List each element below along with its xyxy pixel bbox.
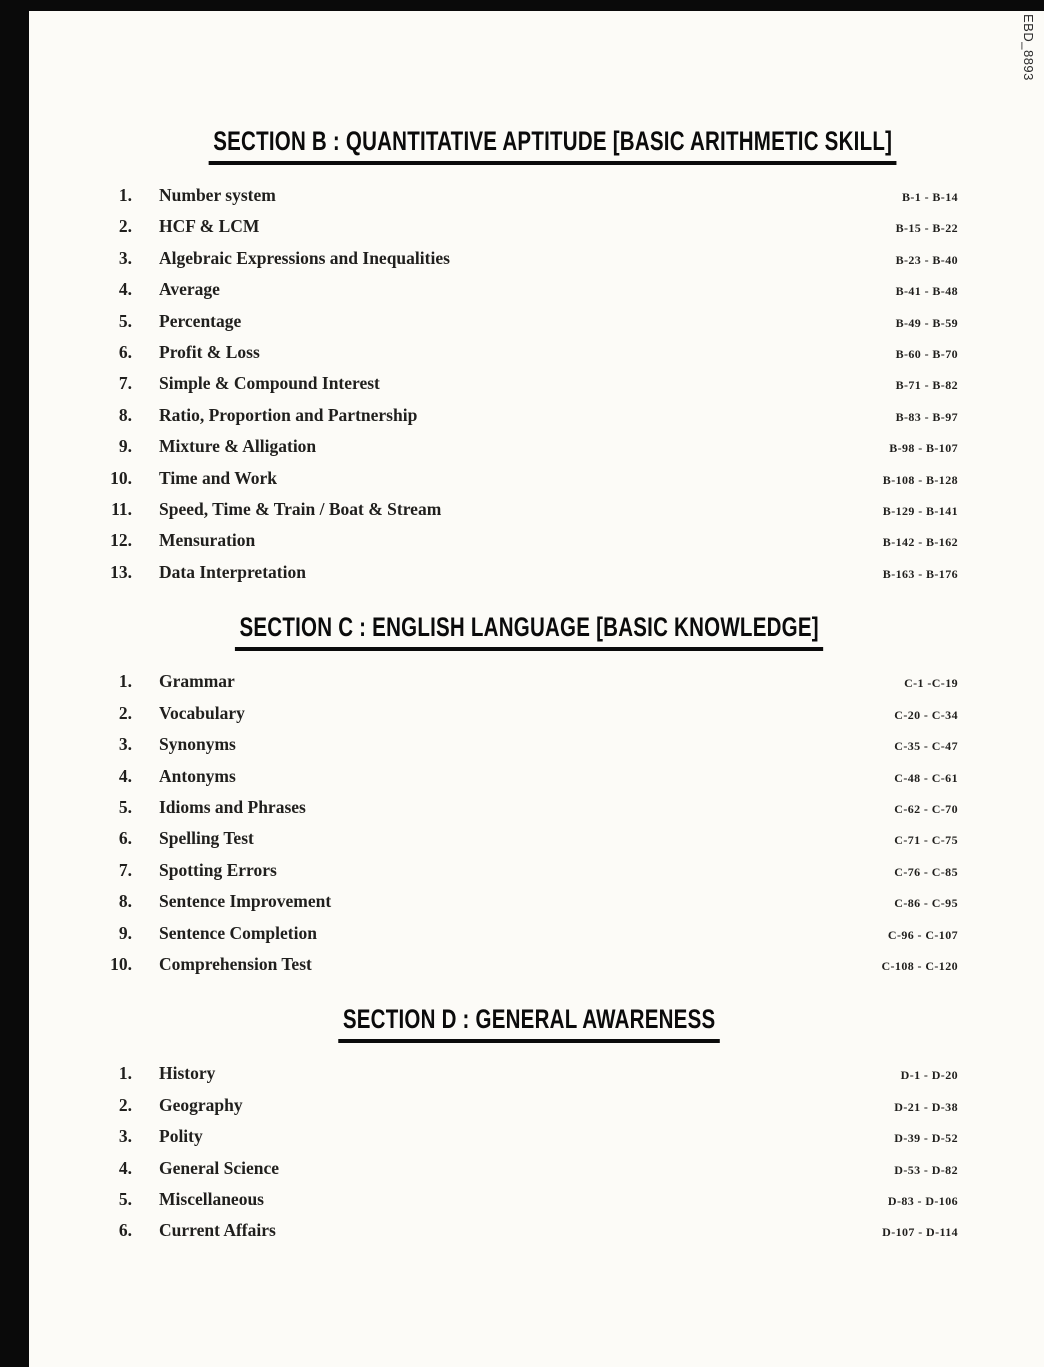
item-title: Mensuration xyxy=(159,530,256,551)
item-title: Ratio, Proportion and Partnership xyxy=(159,404,418,425)
item-pages: C-76 - C-85 xyxy=(894,860,958,880)
item-title: Time and Work xyxy=(159,467,277,488)
item-title: Grammar xyxy=(159,671,235,692)
item-title: Data Interpretation xyxy=(159,561,306,582)
item-number: 4. xyxy=(118,1157,132,1178)
item-number: 4. xyxy=(118,279,132,300)
item-title: Profit & Loss xyxy=(159,342,260,363)
item-number: 6. xyxy=(118,1220,132,1241)
item-title: HCF & LCM xyxy=(159,216,260,237)
item-number: 1. xyxy=(118,185,132,205)
item-title: History xyxy=(159,1063,216,1084)
toc-content xyxy=(100,0,958,1247)
section-list xyxy=(100,180,958,588)
item-title: Sentence Completion xyxy=(159,922,317,943)
item-title: Mixture & Alligation xyxy=(159,436,317,457)
item-number: 3. xyxy=(118,247,132,268)
scan-edge-left xyxy=(0,0,29,1367)
toc-row xyxy=(100,1184,958,1215)
item-pages: B-49 - B-59 xyxy=(895,311,958,331)
toc-row xyxy=(100,1153,958,1184)
toc-row xyxy=(100,823,958,854)
toc-section xyxy=(100,126,958,588)
item-pages: C-108 - C-120 xyxy=(881,954,958,974)
item-title: Average xyxy=(159,279,220,300)
item-title: Comprehension Test xyxy=(159,953,312,974)
item-pages: C-48 - C-61 xyxy=(894,766,958,786)
item-number: 2. xyxy=(118,702,132,723)
item-pages: B-83 - B-97 xyxy=(895,405,958,425)
item-pages: C-1 -C-19 xyxy=(904,672,958,692)
toc-row xyxy=(100,368,958,399)
item-number: 6. xyxy=(118,342,132,363)
item-title: Spelling Test xyxy=(159,828,254,849)
toc-section xyxy=(100,612,958,980)
item-title: Polity xyxy=(159,1126,203,1147)
toc-row xyxy=(100,243,958,274)
item-pages: D-83 - D-106 xyxy=(887,1189,958,1209)
item-pages: B-142 - B-162 xyxy=(882,531,958,551)
section-list xyxy=(100,666,958,980)
item-number: 11. xyxy=(111,499,132,520)
item-number: 4. xyxy=(118,765,132,786)
toc-row xyxy=(100,855,958,886)
item-number: 12. xyxy=(110,530,132,551)
item-pages: B-98 - B-107 xyxy=(889,437,958,457)
section-heading xyxy=(100,126,958,165)
item-number: 2. xyxy=(118,216,132,237)
item-pages: D-39 - D-52 xyxy=(894,1127,958,1147)
toc-row xyxy=(100,698,958,729)
item-number: 2. xyxy=(118,1094,132,1115)
item-title: Miscellaneous xyxy=(159,1188,264,1209)
toc-row xyxy=(100,918,958,949)
toc-row xyxy=(100,792,958,823)
toc-row xyxy=(100,431,958,462)
section-list xyxy=(100,1058,958,1246)
toc-row xyxy=(100,666,958,697)
item-pages: B-129 - B-141 xyxy=(882,500,958,520)
toc-row xyxy=(100,1215,958,1246)
item-pages: D-53 - D-82 xyxy=(894,1158,958,1178)
edge-code-label: EBD_8893 xyxy=(1021,14,1036,81)
toc-row xyxy=(100,180,958,211)
item-pages: D-1 - D-20 xyxy=(900,1064,958,1084)
toc-row xyxy=(100,557,958,588)
item-number: 1. xyxy=(118,671,132,692)
toc-row xyxy=(100,761,958,792)
item-number: 8. xyxy=(118,404,132,425)
toc-row xyxy=(100,337,958,368)
item-number: 5. xyxy=(118,796,132,817)
toc-row xyxy=(100,729,958,760)
toc-row xyxy=(100,1058,958,1089)
item-pages: B-163 - B-176 xyxy=(882,562,958,582)
item-pages: B-71 - B-82 xyxy=(895,374,958,394)
item-number: 10. xyxy=(110,953,132,974)
item-pages: C-86 - C-95 xyxy=(894,892,958,912)
toc-row xyxy=(100,400,958,431)
item-number: 6. xyxy=(118,828,132,849)
item-pages: B-15 - B-22 xyxy=(895,217,958,237)
item-pages: B-23 - B-40 xyxy=(895,248,958,268)
item-title: Algebraic Expressions and Inequalities xyxy=(159,247,450,268)
toc-row xyxy=(100,494,958,525)
toc-row xyxy=(100,274,958,305)
item-number: 3. xyxy=(118,734,132,755)
item-number: 3. xyxy=(118,1126,132,1147)
item-pages: C-96 - C-107 xyxy=(887,923,958,943)
section-heading xyxy=(100,612,958,651)
item-title: Synonyms xyxy=(159,734,236,755)
item-number: 9. xyxy=(118,922,132,943)
item-number: 1. xyxy=(118,1063,132,1084)
item-pages: C-71 - C-75 xyxy=(894,829,958,849)
toc-row xyxy=(100,306,958,337)
toc-row xyxy=(100,1121,958,1152)
item-pages: C-35 - C-47 xyxy=(894,735,958,755)
item-title: Antonyms xyxy=(159,765,236,786)
item-pages: B-1 - B-14 xyxy=(902,186,958,205)
section-title: SECTION D : GENERAL AWARENESS xyxy=(338,1004,720,1043)
item-number: 10. xyxy=(110,467,132,488)
toc-row xyxy=(100,463,958,494)
item-number: 9. xyxy=(118,436,132,457)
section-title: SECTION B : QUANTITATIVE APTITUDE [BASIC ARITHMETIC SKILL] xyxy=(209,126,897,165)
toc-row xyxy=(100,886,958,917)
item-title: Geography xyxy=(159,1094,243,1115)
section-heading xyxy=(100,1004,958,1043)
item-title: Vocabulary xyxy=(159,702,245,723)
toc-section xyxy=(100,1004,958,1246)
item-pages: C-20 - C-34 xyxy=(894,703,958,723)
item-title: General Science xyxy=(159,1157,280,1178)
item-pages: B-108 - B-128 xyxy=(882,468,958,488)
item-title: Simple & Compound Interest xyxy=(159,373,380,394)
item-pages: D-21 - D-38 xyxy=(894,1095,958,1115)
item-number: 5. xyxy=(118,310,132,331)
toc-row xyxy=(100,211,958,242)
item-title: Spotting Errors xyxy=(159,859,277,880)
item-title: Number system xyxy=(159,185,276,205)
item-number: 7. xyxy=(118,373,132,394)
toc-row xyxy=(100,949,958,980)
section-title: SECTION C : ENGLISH LANGUAGE [BASIC KNOWLEDGE] xyxy=(235,612,823,651)
item-number: 5. xyxy=(118,1188,132,1209)
item-pages: B-60 - B-70 xyxy=(895,343,958,363)
item-title: Percentage xyxy=(159,310,242,331)
item-number: 7. xyxy=(118,859,132,880)
toc-row xyxy=(100,525,958,556)
item-number: 8. xyxy=(118,891,132,912)
item-title: Idioms and Phrases xyxy=(159,796,306,817)
item-title: Sentence Improvement xyxy=(159,891,332,912)
toc-row xyxy=(100,1090,958,1121)
item-title: Current Affairs xyxy=(159,1220,276,1241)
item-number: 13. xyxy=(110,561,132,582)
item-title: Speed, Time & Train / Boat & Stream xyxy=(159,499,442,520)
item-pages: B-41 - B-48 xyxy=(895,280,958,300)
item-pages: D-107 - D-114 xyxy=(882,1221,958,1241)
item-pages: C-62 - C-70 xyxy=(894,797,958,817)
